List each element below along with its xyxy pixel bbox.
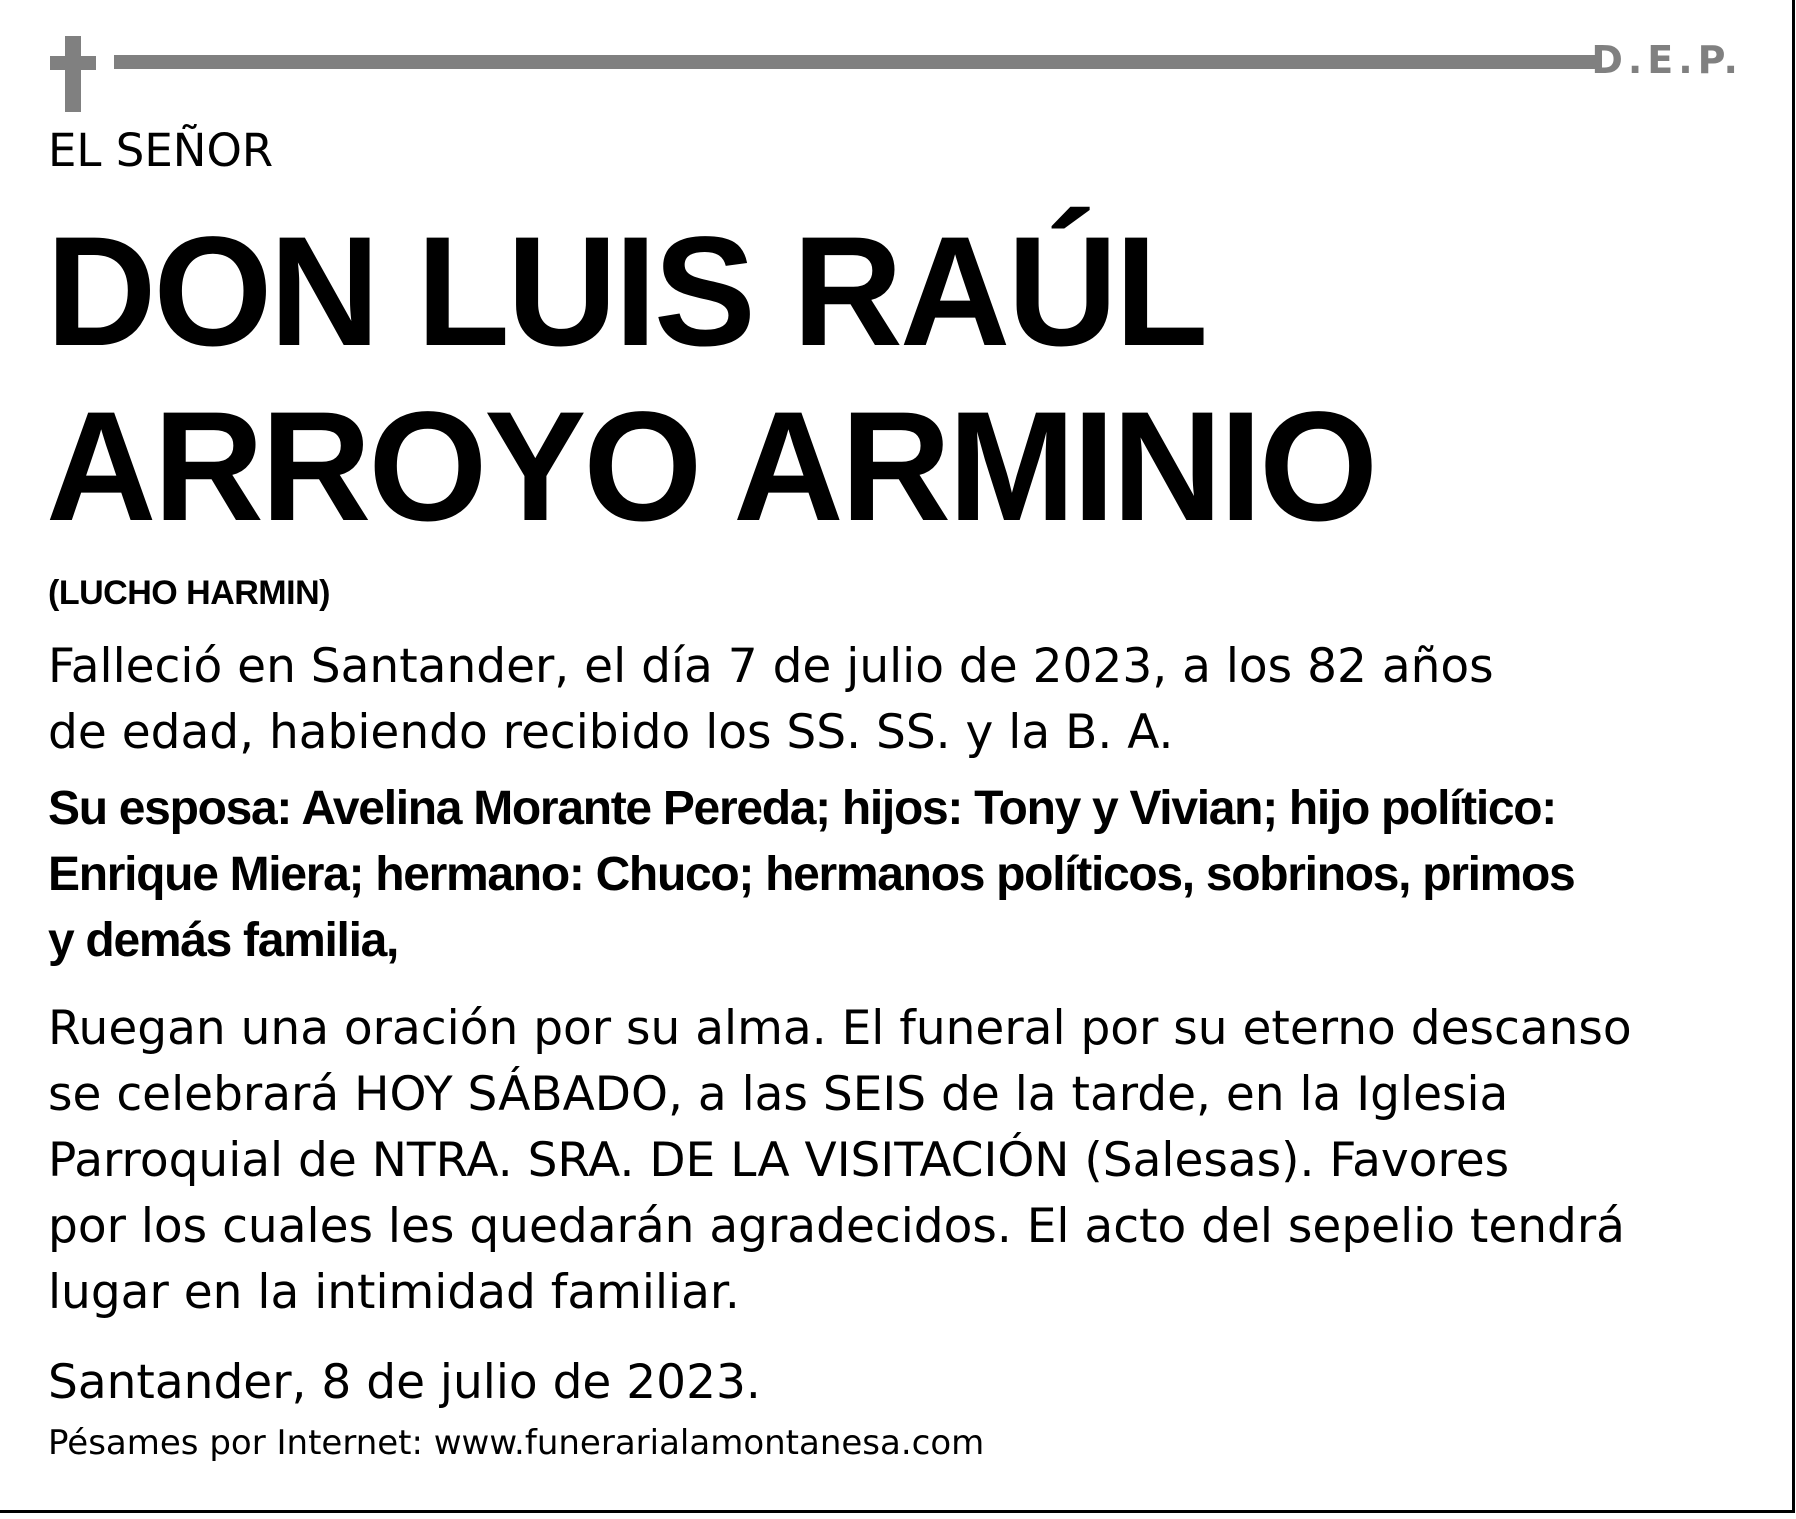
death-notice-line: de edad, habiendo recibido los SS. SS. y la B. A. (48, 705, 1174, 760)
family-line: Su esposa: Avelina Morante Pereda; hijos: Tony y Vivian; hijo político: (48, 782, 1556, 835)
deceased-name-line-2: ARROYO ARMINIO (46, 380, 1376, 554)
cross-icon (50, 36, 96, 112)
funeral-line: por los cuales les quedarán agradecidos. El acto del sepelio tendrá (48, 1199, 1625, 1254)
death-notice-line: Falleció en Santander, el día 7 de julio de 2023, a los 82 años (48, 639, 1494, 694)
family-line: Enrique Miera; hermano: Chuco; hermanos políticos, sobrinos, primos (48, 848, 1575, 901)
alias: (LUCHO HARMIN) (48, 574, 330, 612)
funeral-line: se celebrará HOY SÁBADO, a las SEIS de la tarde, en la Iglesia (48, 1067, 1509, 1122)
header-rule (114, 55, 1598, 69)
deceased-name-line-1: DON LUIS RAÚL (46, 205, 1206, 379)
salutation: EL SEÑOR (48, 124, 274, 177)
family-line: y demás familia, (48, 914, 399, 967)
dep-label: D.E.P. (1591, 38, 1743, 82)
funeral-line: lugar en la intimidad familiar. (48, 1265, 740, 1320)
funeral-line: Ruegan una oración por su alma. El funeral por su eterno descanso (48, 1001, 1632, 1056)
place-date: Santander, 8 de julio de 2023. (48, 1355, 761, 1410)
family-paragraph (48, 776, 1574, 974)
condolences-link-text: Pésames por Internet: www.funerarialamontanesa.com (48, 1423, 985, 1463)
death-notice-paragraph (48, 634, 1494, 766)
funeral-line: Parroquial de NTRA. SRA. DE LA VISITACIÓN (Salesas). Favores (48, 1133, 1510, 1188)
funeral-paragraph (48, 996, 1632, 1326)
